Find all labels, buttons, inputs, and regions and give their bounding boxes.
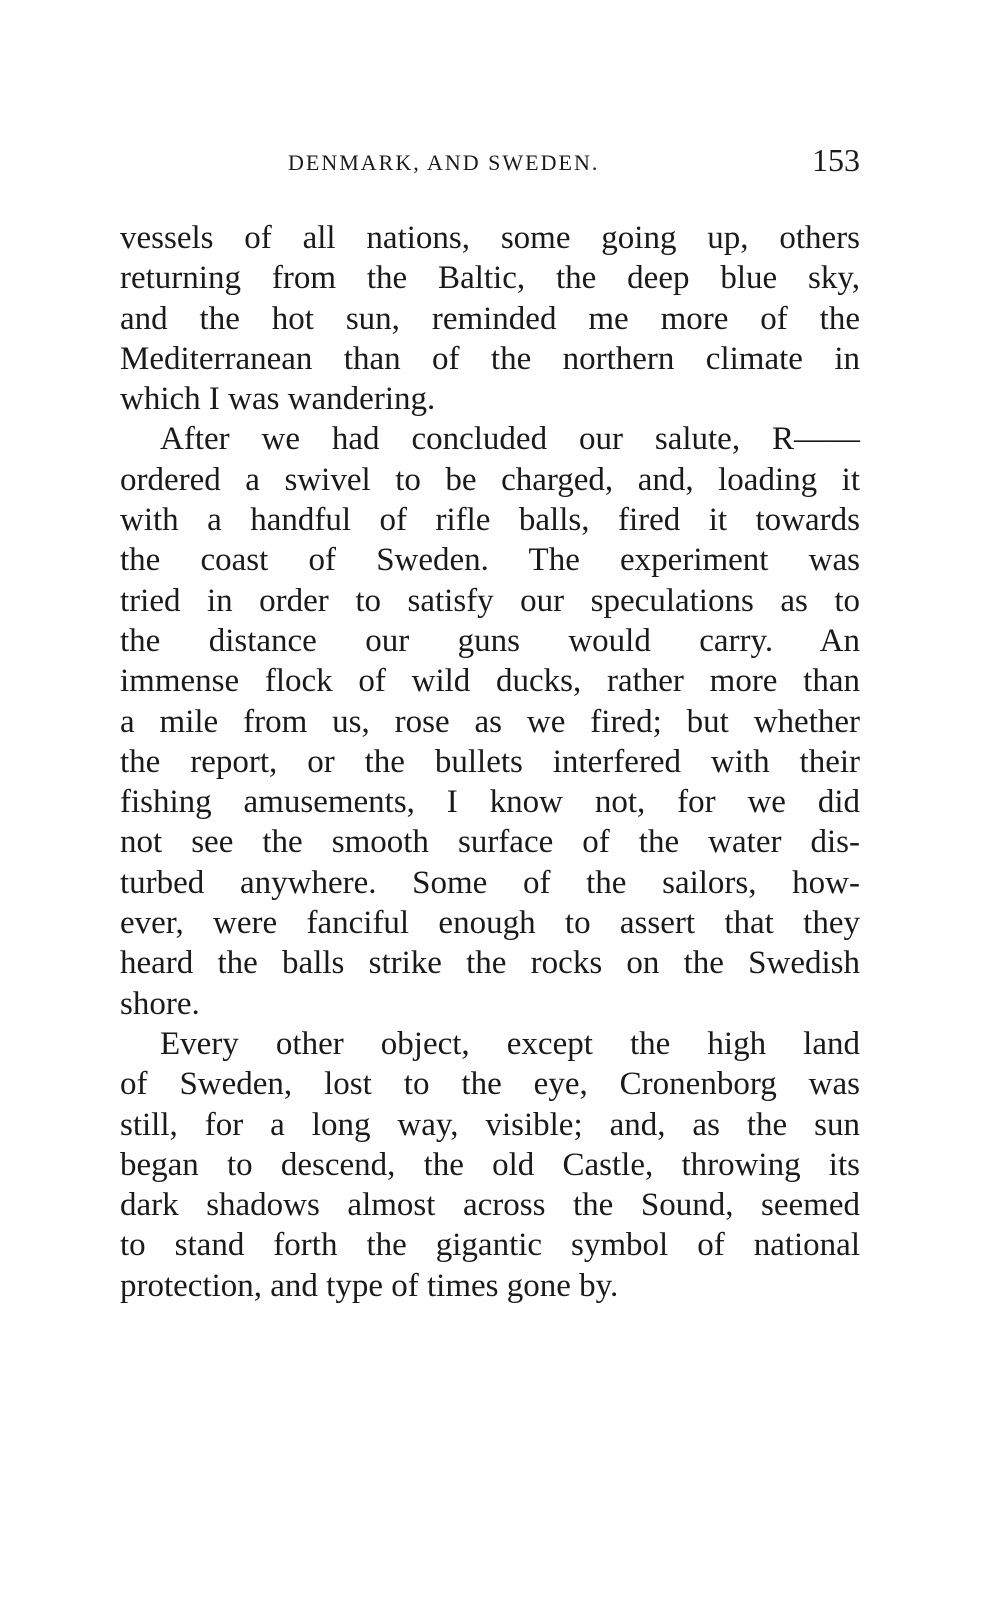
text-line: returning from the Baltic, the deep blue sky, (120, 260, 860, 297)
text-line: vessels of all nations, some going up, others (120, 220, 860, 256)
text-line: and the hot sun, reminded me more of the (120, 300, 860, 337)
text-line: to stand forth the gigantic symbol of national (120, 1227, 860, 1264)
running-title: DENMARK, AND SWEDEN. (288, 150, 600, 175)
text-line: with a handful of rifle balls, fired it towards (120, 502, 860, 539)
text-line: of Sweden, lost to the eye, Cronenborg was (120, 1066, 860, 1103)
text-line: the distance our guns would carry. An (120, 622, 860, 659)
text-line: which I was wandering. (120, 381, 436, 418)
text-line: a mile from us, rose as we fired; but whether (120, 703, 860, 740)
text-line: immense flock of wild ducks, rather more than (120, 663, 860, 700)
text-line: the coast of Sweden. The experiment was (120, 542, 860, 579)
text-line: began to descend, the old Castle, throwing its (120, 1146, 860, 1183)
text-line: protection, and type of times gone by. (120, 1267, 619, 1304)
text-line: still, for a long way, visible; and, as the sun (120, 1106, 860, 1143)
text-line: turbed anywhere. Some of the sailors, how- (120, 864, 860, 901)
text-line: fishing amusements, I know not, for we did (120, 784, 860, 821)
text-line: shore. (120, 985, 200, 1022)
text-line: the report, or the bullets interfered with their (120, 743, 860, 780)
text-line: After we had concluded our salute, R—— (160, 421, 860, 458)
text-line: tried in order to satisfy our speculations as to (120, 582, 860, 619)
text-line: ever, were fanciful enough to assert that they (120, 905, 860, 942)
text-line: Every other object, except the high land (160, 1025, 860, 1062)
page-number: 153 (812, 142, 860, 178)
body-text (120, 218, 860, 1306)
text-line: Mediterranean than of the northern climate in (120, 340, 860, 377)
text-line: heard the balls strike the rocks on the Swedish (120, 945, 860, 982)
text-line: dark shadows almost across the Sound, seemed (120, 1187, 860, 1224)
running-head (120, 142, 860, 182)
text-line: ordered a swivel to be charged, and, loading it (120, 461, 860, 498)
text-line: not see the smooth surface of the water dis- (120, 824, 860, 861)
